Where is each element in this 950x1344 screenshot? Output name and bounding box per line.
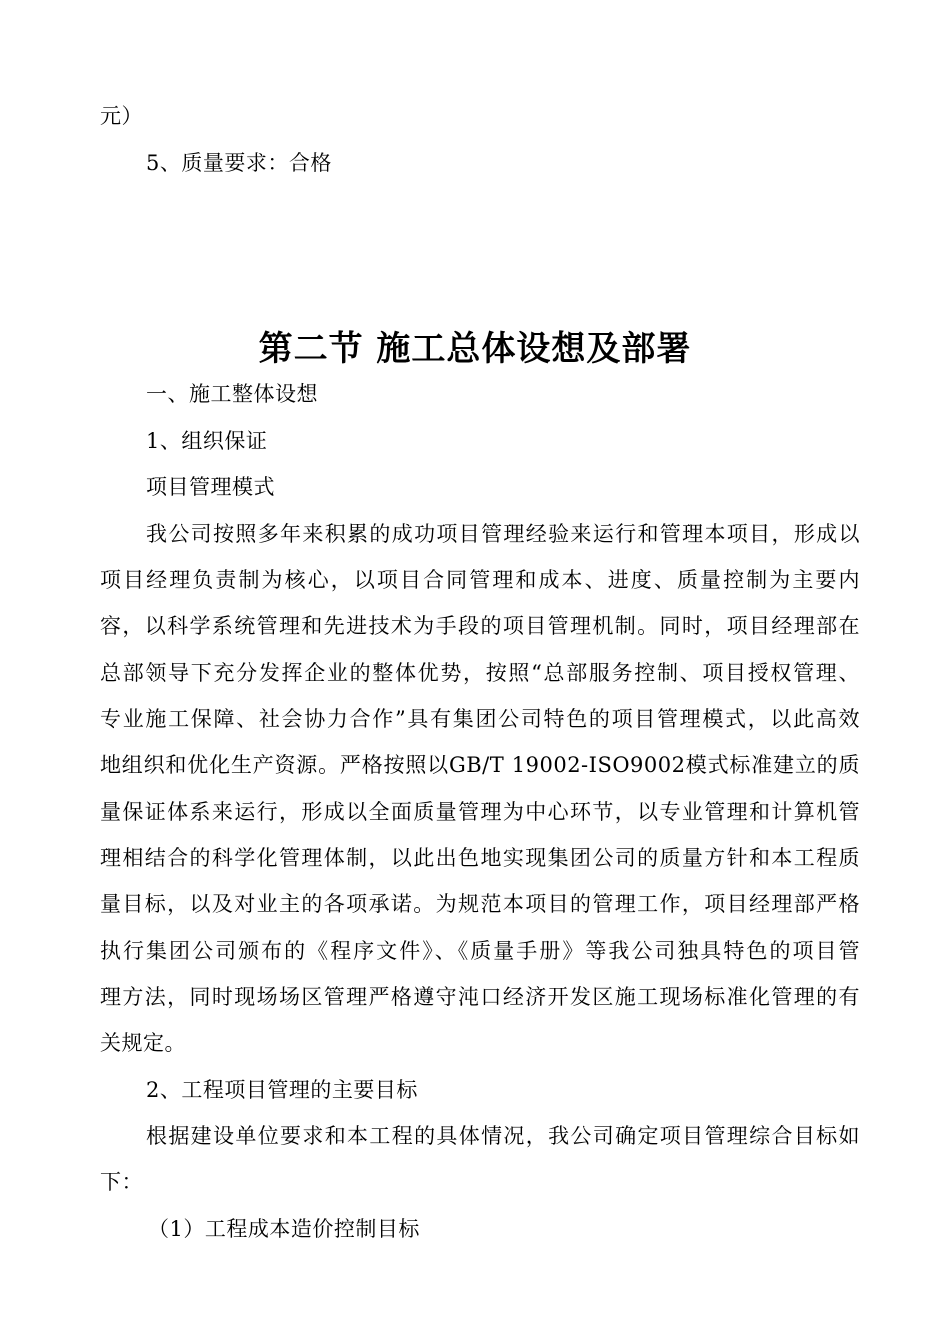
goal-item-cost-control: （1）工程成本造价控制目标 [148,1217,420,1241]
subheading-construction-concept: 一、施工整体设想 [146,382,318,406]
paragraph-line: 关规定。 [100,1031,186,1055]
section-title: 第二节 施工总体设想及部署 [258,329,692,369]
paragraph-line: 地组织和优化生产资源。严格按照以GB/T 19002-ISO9002模式标准建立的质 [100,753,860,777]
paragraph-line: 下： [100,1170,143,1194]
paragraph-line: 量目标，以及对业主的各项承诺。为规范本项目的管理工作，项目经理部严格 [100,892,860,916]
subheading-project-management-mode: 项目管理模式 [146,475,275,499]
paragraph-line: 容，以科学系统管理和先进技术为手段的项目管理机制。同时，项目经理部在 [100,614,860,638]
quality-requirement: 5、质量要求：合格 [146,151,332,175]
subheading-organization-guarantee: 1、组织保证 [146,429,268,453]
subheading-main-goals: 2、工程项目管理的主要目标 [146,1078,418,1102]
paragraph-line: 总部领导下充分发挥企业的整体优势，按照“总部服务控制、项目授权管理、 [100,661,860,685]
paragraph-line: 项目经理负责制为核心，以项目合同管理和成本、进度、质量控制为主要内 [100,568,860,592]
paragraph-line: 执行集团公司颁布的《程序文件》、《质量手册》等我公司独具特色的项目管 [100,939,860,963]
paragraph-line: 量保证体系来运行，形成以全面质量管理为中心环节，以专业管理和计算机管 [100,800,860,824]
continuation-text: 元） [100,104,143,128]
paragraph-line: 理方法，同时现场场区管理严格遵守沌口经济开发区施工现场标准化管理的有 [100,985,860,1009]
paragraph-line: 理相结合的科学化管理体制，以此出色地实现集团公司的质量方针和本工程质 [100,846,860,870]
paragraph-line: 我公司按照多年来积累的成功项目管理经验来运行和管理本项目，形成以 [146,522,860,546]
paragraph-line: 专业施工保障、社会协力合作”具有集团公司特色的项目管理模式，以此高效 [100,707,860,731]
paragraph-line: 根据建设单位要求和本工程的具体情况，我公司确定项目管理综合目标如 [146,1124,860,1148]
